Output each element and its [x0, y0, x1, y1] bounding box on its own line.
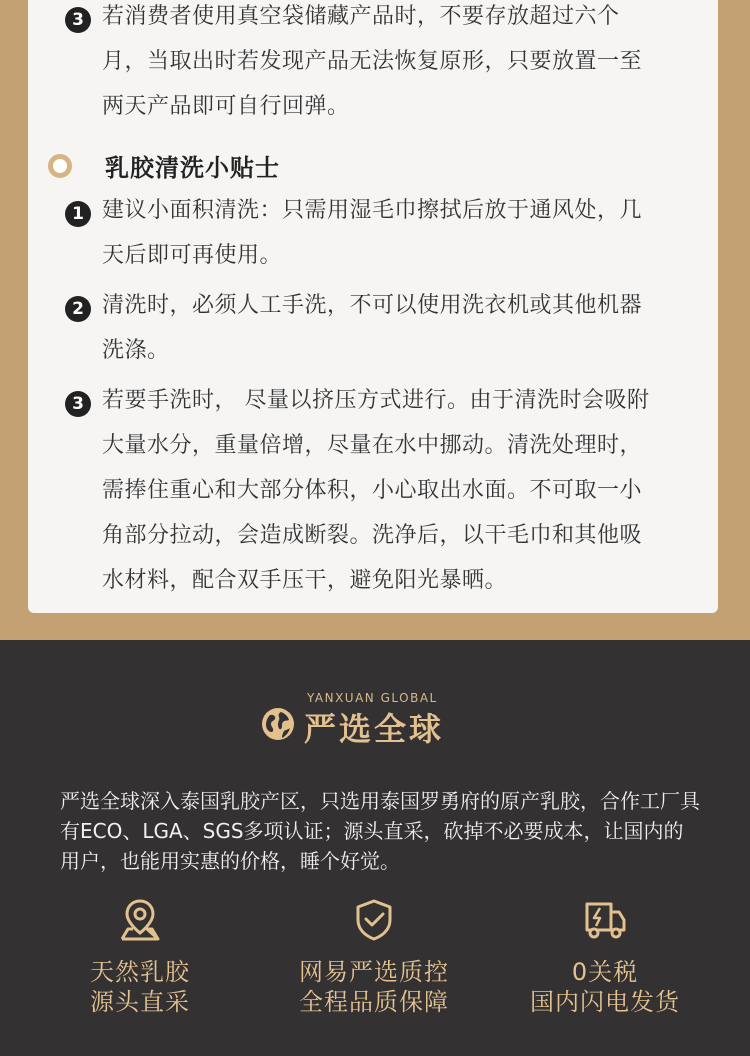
feature-label: 0关税 国内闪电发货	[530, 958, 680, 1016]
cleaning-tip-text: 若要手洗时， 尽量以挤压方式进行。由于清洗时会吸附大量水分，重量倍增，尽量在水中挪动。清洗处理时，需捧住重心和大部分体积，小心取出水面。不可取一小角部分拉动，会造成断裂。洗净后，以干毛巾和其他吸水材料，配合双手压干，避免阳光暴晒。	[102, 388, 650, 593]
number-badge: 3	[65, 7, 91, 33]
cleaning-tip-item-1	[65, 198, 665, 278]
care-tip-item-3	[65, 4, 665, 129]
feature-label: 天然乳胶 源头直采	[90, 958, 190, 1016]
cleaning-section-header	[48, 148, 280, 183]
location-pin-icon	[118, 898, 162, 942]
brand-intro-text: 严选全球深入泰国乳胶产区，只选用泰国罗勇府的原产乳胶，合作工厂具有ECO、LGA、SGS多项认证；源头直采，砍掉不必要成本，让国内的用户，也能用实惠的价格，睡个好觉。	[60, 789, 700, 873]
globe-icon	[261, 707, 295, 741]
brand-chinese-name: 严选全球	[304, 710, 445, 748]
ring-bullet-icon	[48, 154, 72, 178]
number-badge: 2	[65, 296, 91, 322]
brand-english-name: YANXUAN GLOBAL	[307, 691, 438, 705]
feature-quality-control	[274, 898, 474, 1017]
feature-zero-tariff	[505, 898, 705, 1017]
brand-footer	[0, 640, 750, 1056]
cleaning-tip-text: 清洗时，必须人工手洗，不可以使用洗衣机或其他机器洗涤。	[102, 293, 643, 363]
delivery-truck-icon	[583, 898, 627, 942]
cleaning-tip-item-3	[65, 388, 665, 603]
cleaning-section-title: 乳胶清洗小贴士	[105, 154, 280, 182]
feature-natural-latex	[40, 898, 240, 1017]
care-tip-text: 若消费者使用真空袋储藏产品时，不要存放超过六个月，当取出时若发现产品无法恢复原形，只要放置一至两天产品即可自行回弹。	[102, 4, 643, 119]
number-badge: 1	[65, 201, 91, 227]
cleaning-tip-item-2	[65, 293, 665, 373]
number-badge: 3	[65, 391, 91, 417]
cleaning-tip-text: 建议小面积清洗：只需用湿毛巾擦拭后放于通风处，几天后即可再使用。	[102, 198, 643, 268]
shield-check-icon	[352, 898, 396, 942]
feature-label: 网易严选质控 全程品质保障	[299, 958, 449, 1016]
